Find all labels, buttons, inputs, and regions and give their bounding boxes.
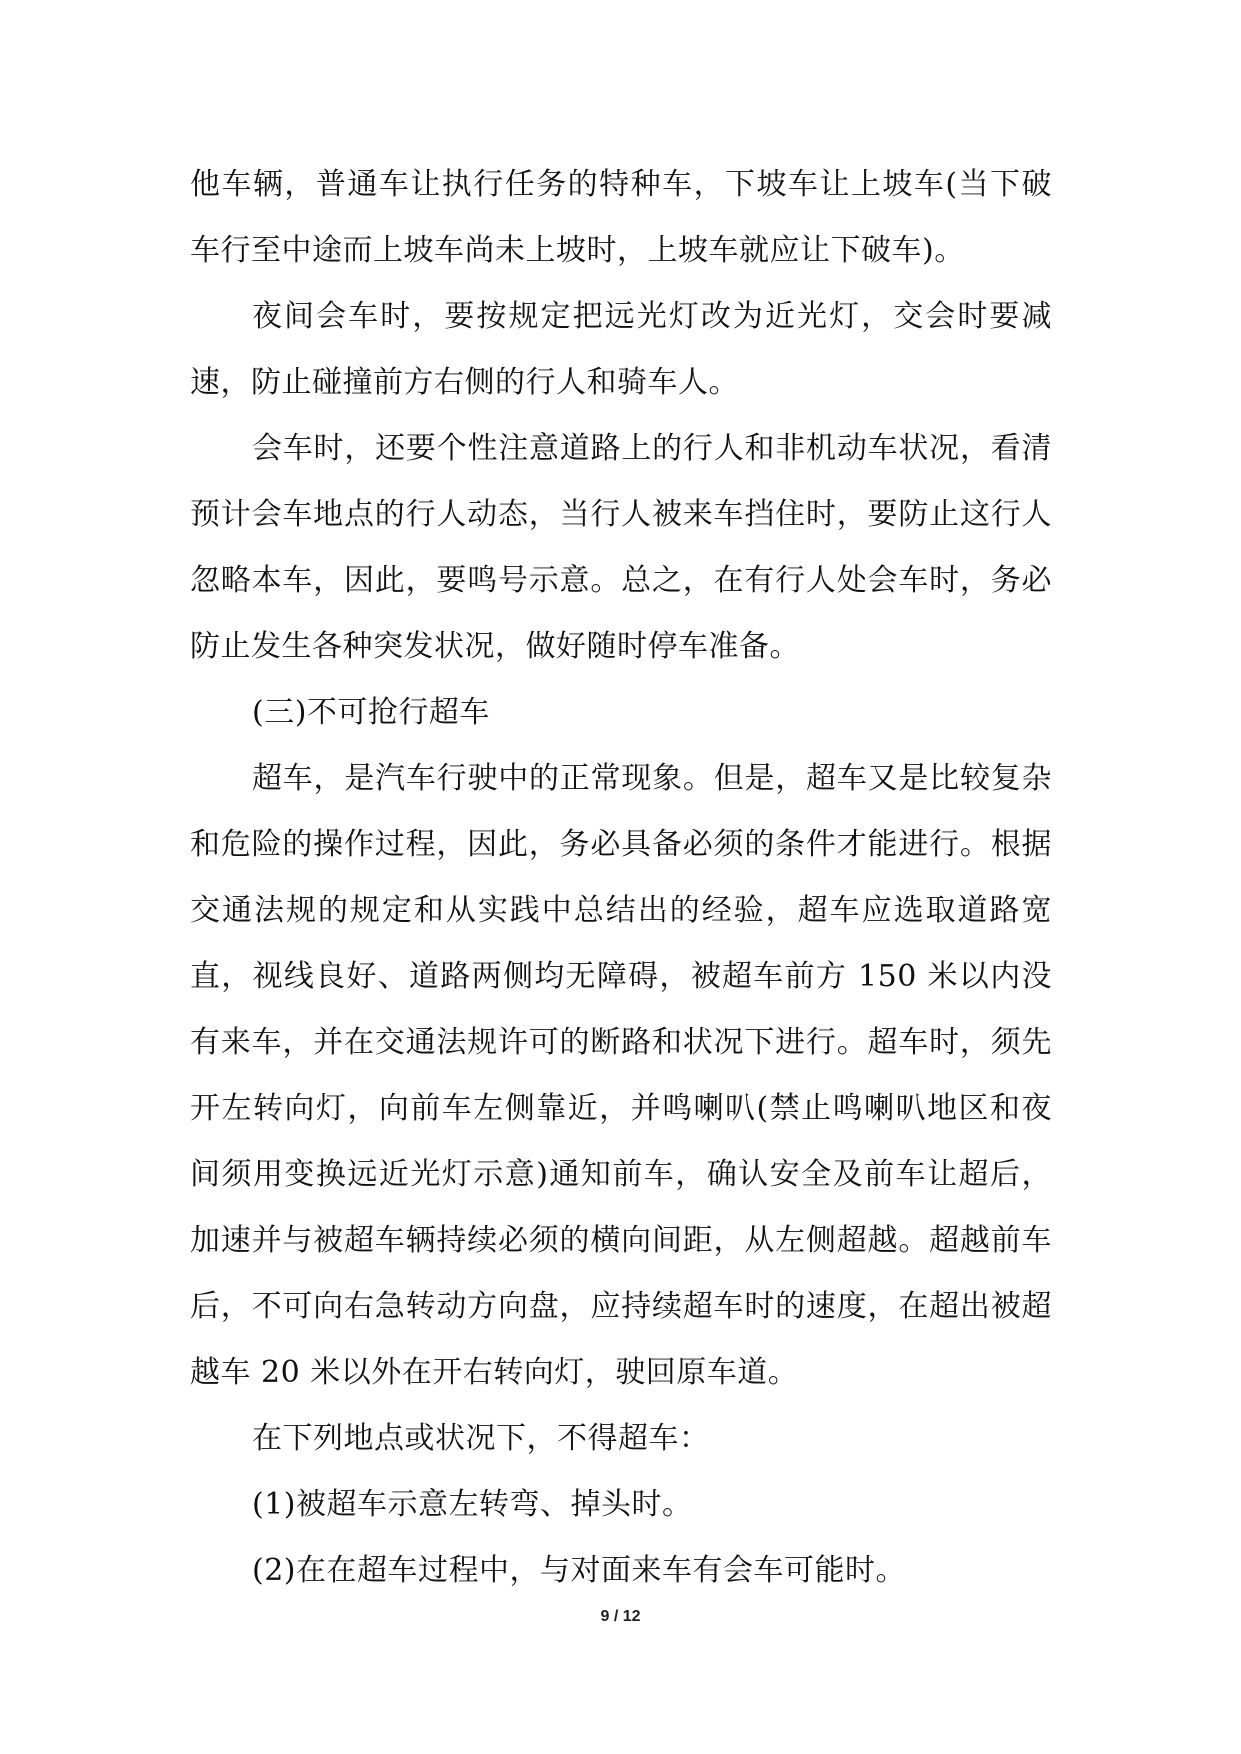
paragraph: 超车，是汽车行驶中的正常现象。但是，超车又是比较复杂和危险的操作过程，因此，务必具备必须的条件才能进行。根据交通法规的规定和从实践中总结出的经验，超车应选取道路宽直，视线良好、道路两侧均无障碍，被超车前方 150 米以内没有来车，并在交通法规许可的断路和状况下进行。超车时，须先开左转向灯，向前车左侧靠近，并鸣喇叭(禁止鸣喇叭地区和夜间须用变换远近光灯示意)通知前车，确认安全及前车让超后，加速并与被超车辆持续必须的横向间距，从左侧超越。超越前车后，不可向右急转动方向盘，应持续超车时的速度，在超出被超越车 20 米以外在开右转向灯，驶回原车道。 — [190, 761, 1052, 1390]
document-body — [190, 152, 1052, 1604]
paragraph: 他车辆，普通车让执行任务的特种车，下坡车让上坡车(当下破车行至中途而上坡车尚未上坡时，上坡车就应让下破车)。 — [190, 167, 1052, 268]
section-heading: (三)不可抢行超车 — [252, 695, 490, 730]
paragraph: 在下列地点或状况下，不得超车： — [252, 1421, 710, 1456]
list-item: (2)在在超车过程中，与对面来车有会车可能时。 — [252, 1553, 906, 1588]
paragraph: 夜间会车时，要按规定把远光灯改为近光灯，交会时要减速，防止碰撞前方右侧的行人和骑车人。 — [190, 299, 1052, 400]
list-item: (1)被超车示意左转弯、掉头时。 — [252, 1487, 693, 1522]
paragraph: 会车时，还要个性注意道路上的行人和非机动车状况，看清预计会车地点的行人动态，当行人被来车挡住时，要防止这行人忽略本车，因此，要鸣号示意。总之，在有行人处会车时，务必防止发生各种突发状况，做好随时停车准备。 — [190, 431, 1052, 664]
page-number: 9 / 12 — [600, 1608, 641, 1625]
